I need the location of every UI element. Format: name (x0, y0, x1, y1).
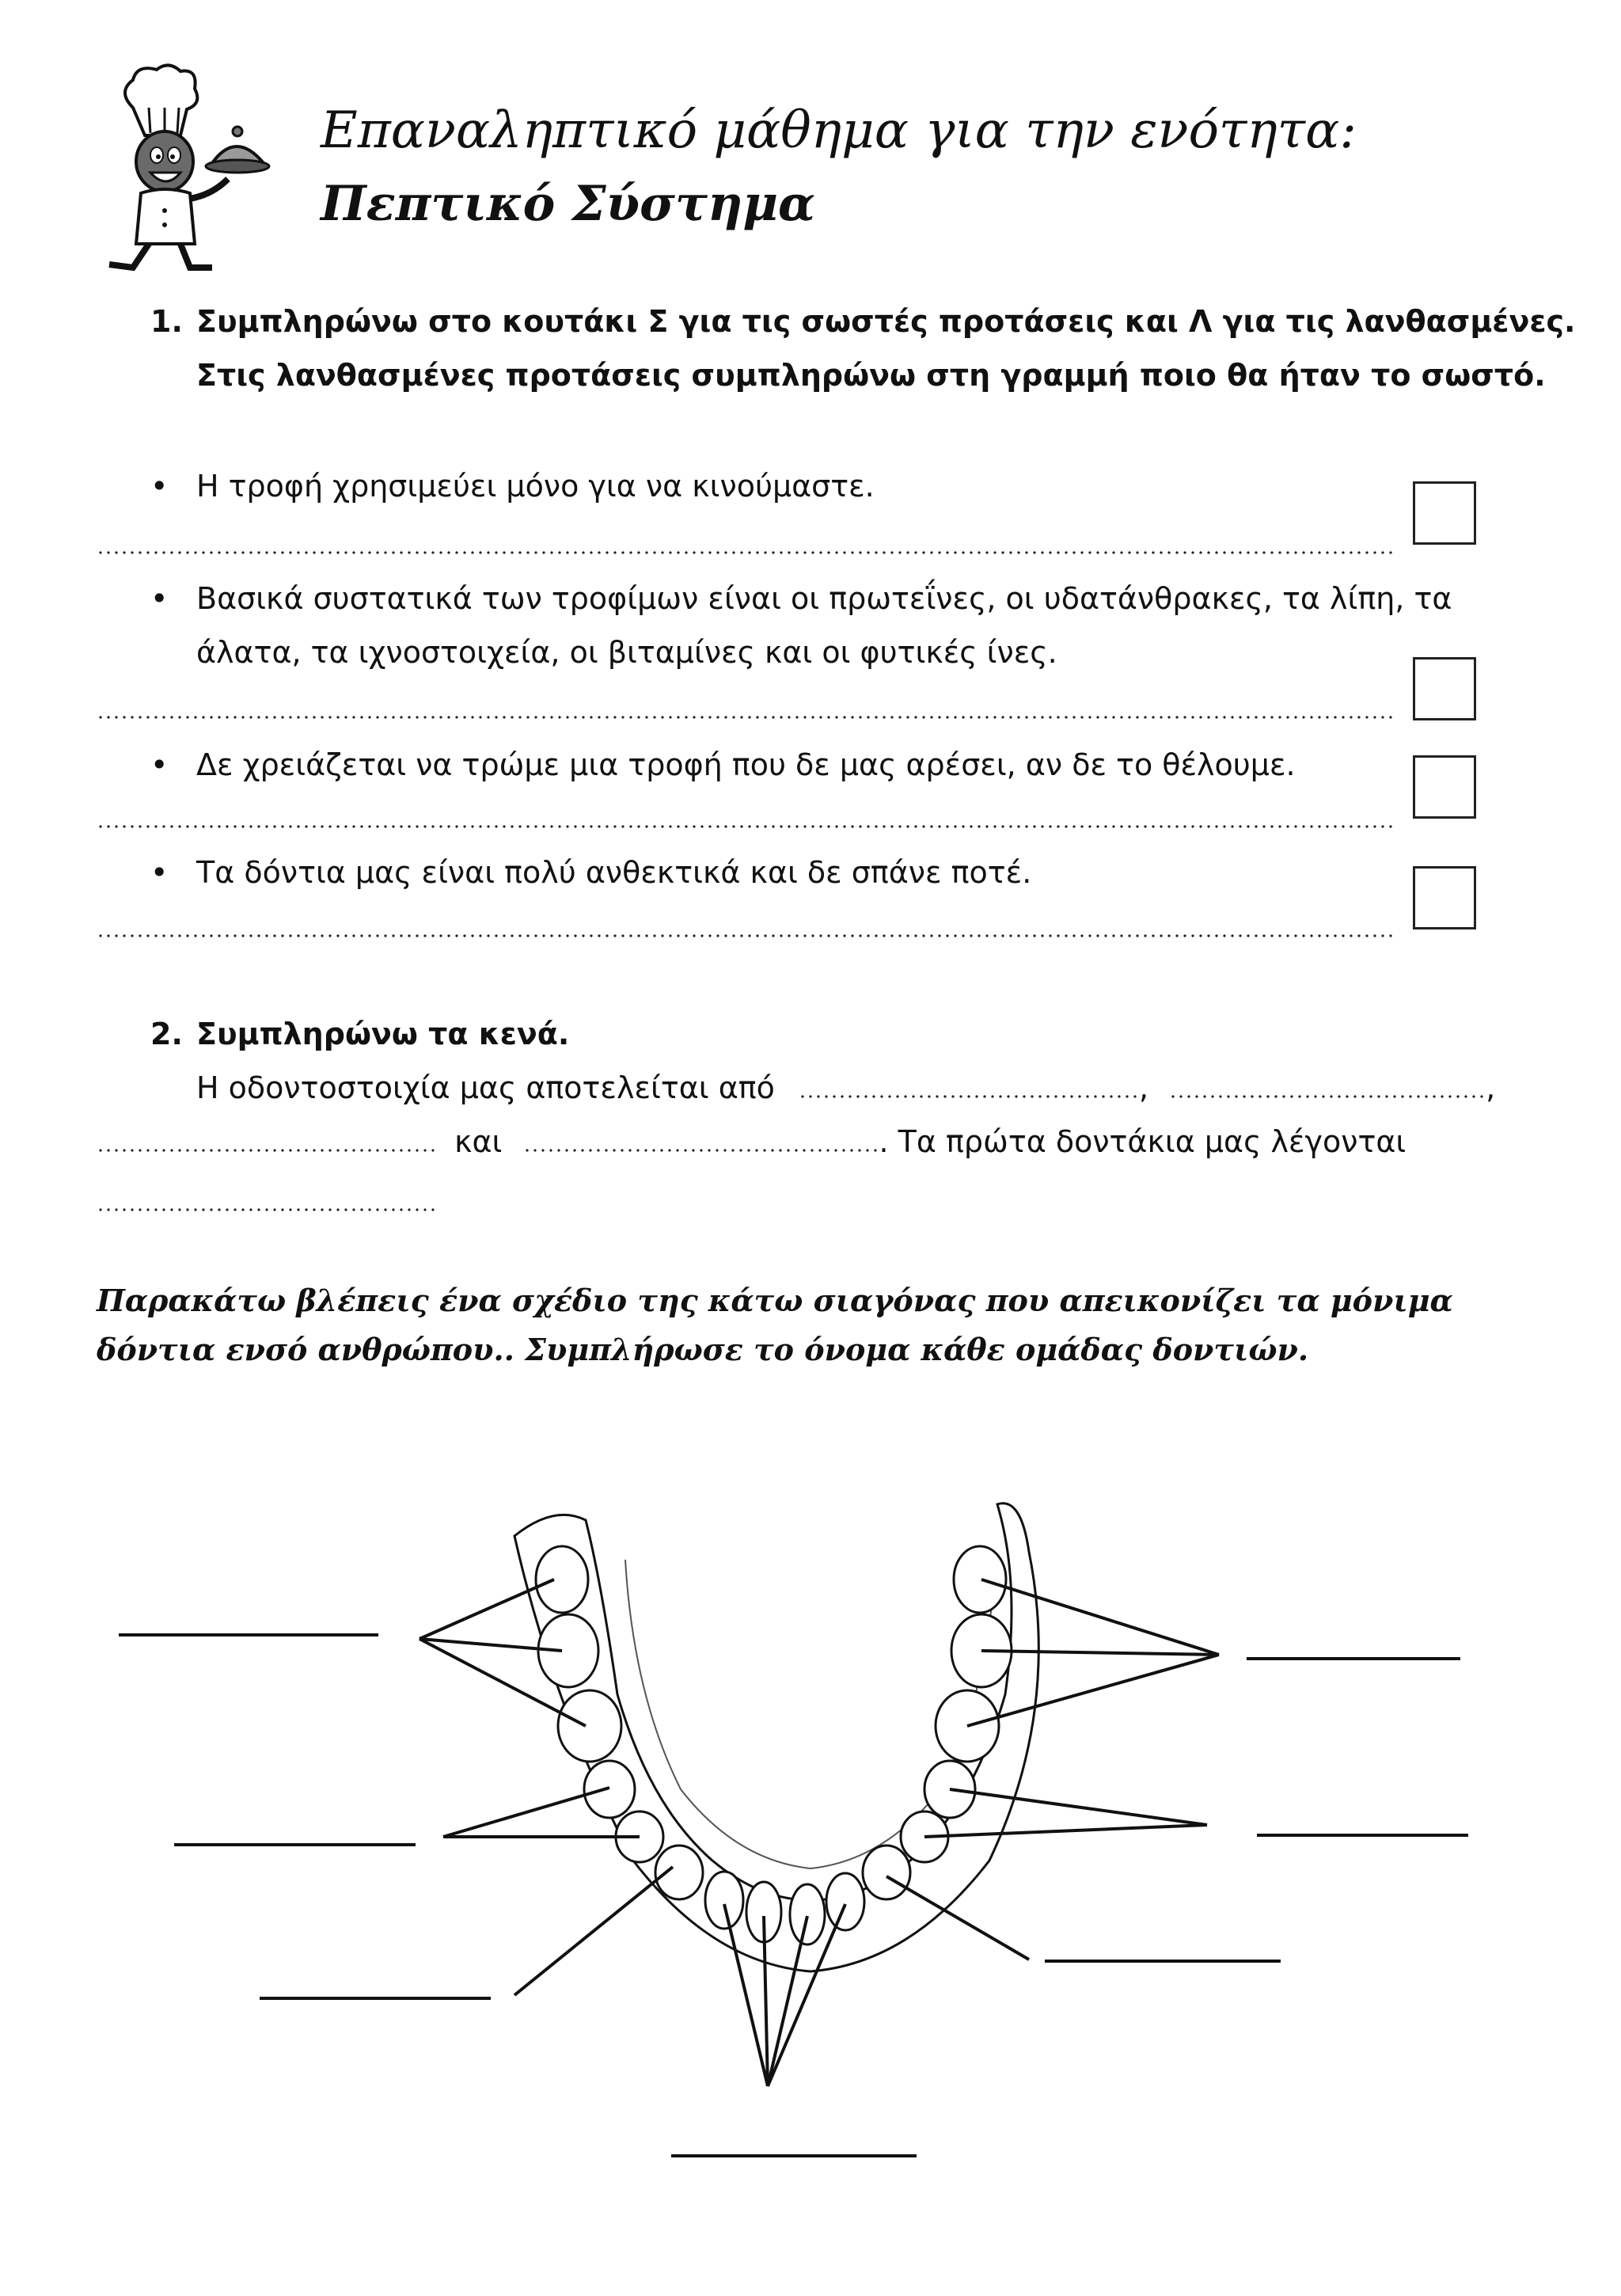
blank-5[interactable] (97, 1208, 437, 1211)
question1-number: 1. (150, 304, 183, 339)
answer-line-1[interactable] (97, 551, 1395, 554)
title-line2: Πεπτικό Σύστημα (321, 176, 815, 232)
pointer-canine-left (514, 1867, 673, 1995)
question1-line2: Στις λανθασμένες προτάσεις συμπληρώνω στη γραμμή ποιο θα ήταν το σωστό. (196, 358, 1546, 393)
question2-number: 2. (150, 1017, 183, 1051)
tooth-molar-left-3 (536, 1546, 588, 1613)
fill-text-2: . Τα πρώτα δοντάκια μας λέγονται (879, 1124, 1407, 1159)
pointer-premolars-left-a (443, 1788, 609, 1837)
blank-2[interactable] (1169, 1095, 1486, 1098)
diagram-instructions: Παρακάτω βλέπεις ένα σχέδιο της κάτω σιαγόνας που απεικονίζει τα μόνιμα δόντια ενσό ανθρώπου.. Συμπλήρωσε το όνομα κάθε ομάδας δοντιών. (97, 1283, 1453, 1367)
tooth-molar-right-3 (954, 1546, 1006, 1613)
answer-box-2[interactable] (1413, 657, 1476, 720)
tooth-incisor-right-2 (826, 1873, 864, 1930)
statement-2-line2: άλατα, τα ιχνοστοιχεία, οι βιταμίνες και οι φυτικές ίνες. (196, 635, 1057, 670)
fill-text-1: Η οδοντοστοιχία μας αποτελείται από (196, 1070, 775, 1105)
pointer-incisors-c (768, 1916, 807, 2086)
comma-1: , (1138, 1070, 1149, 1105)
lower-jaw-diagram (0, 1488, 1621, 2296)
statement-2-line1: Βασικά συστατικά των τροφίμων είναι οι πρωτεΐνες, οι υδατάνθρακες, τα λίπη, τα (196, 581, 1452, 616)
answer-line-2[interactable] (97, 716, 1395, 719)
question1-line1: Συμπληρώνω στο κουτάκι Σ για τις σωστές προτάσεις και Λ για τις λανθασμένες. (196, 304, 1576, 339)
pointer-premolars-right-b (924, 1825, 1207, 1837)
pointer-premolars-right-a (950, 1789, 1207, 1825)
tooth-incisor-right-1 (790, 1884, 825, 1944)
title-line1: Επαναληπτικό μάθημα για την ενότητα: (321, 101, 1357, 160)
bullet-2: • (150, 581, 169, 616)
bullet-4: • (150, 855, 169, 890)
bullet-3: • (150, 747, 169, 782)
answer-box-3[interactable] (1413, 755, 1476, 819)
blank-1[interactable] (799, 1095, 1139, 1098)
statement-4: Τα δόντια μας είναι πολύ ανθεκτικά και δε σπάνε ποτέ. (196, 855, 1032, 890)
fill-line-2 (97, 1124, 1406, 1159)
statement-1: Η τροφή χρησιμεύει μόνο για να κινούμαστε. (196, 469, 875, 504)
and-word: και (454, 1124, 503, 1159)
bullet-1: • (150, 469, 169, 504)
answer-line-3[interactable] (97, 825, 1395, 828)
tooth-incisor-left-2 (705, 1872, 743, 1929)
tooth-canine-left (655, 1846, 703, 1899)
blank-4[interactable] (523, 1149, 879, 1152)
question2-heading: Συμπληρώνω τα κενά. (196, 1017, 570, 1051)
blank-3[interactable] (97, 1149, 437, 1152)
statement-3: Δε χρειάζεται να τρώμε μια τροφή που δε μας αρέσει, αν δε το θέλουμε. (196, 747, 1296, 782)
pointer-canine-right (886, 1876, 1029, 1960)
tooth-canine-right (863, 1846, 910, 1899)
answer-line-4[interactable] (97, 934, 1395, 937)
fill-line-1 (196, 1070, 1495, 1105)
tooth-molar-left-1 (558, 1690, 621, 1762)
pointer-molars-right-b (981, 1651, 1219, 1655)
chef-illustration (101, 60, 283, 274)
pointer-molars-right-a (981, 1579, 1219, 1655)
answer-box-4[interactable] (1413, 866, 1476, 929)
comma-2: , (1486, 1070, 1496, 1105)
answer-box-1[interactable] (1413, 481, 1476, 545)
